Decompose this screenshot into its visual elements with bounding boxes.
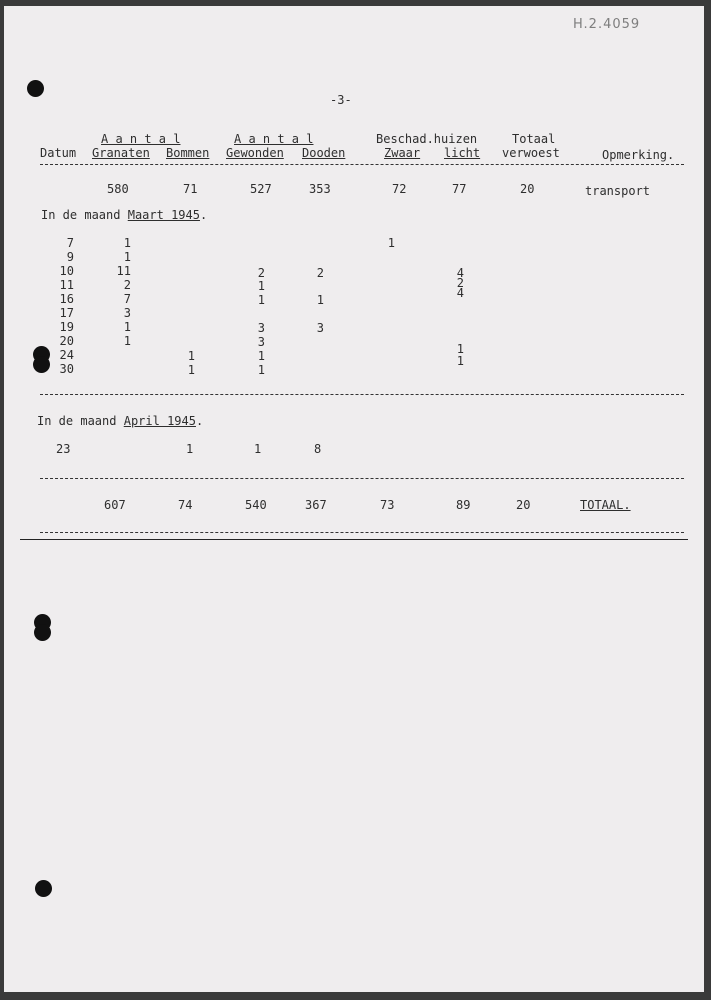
header-aantal-1: A a n t a l: [101, 132, 181, 146]
table-row-zwaar: 1: [387, 236, 395, 250]
punch-hole: [35, 880, 52, 897]
header-verwoest: verwoest: [502, 146, 560, 160]
maart-divider: [40, 394, 684, 395]
document-page: [4, 6, 704, 992]
table-row-granaten: 2: [123, 278, 131, 292]
table-row-datum: 7: [66, 236, 74, 250]
april-dooden: 8: [314, 442, 322, 456]
table-row-gewonden: 1: [257, 279, 265, 293]
total-dooden: 367: [305, 498, 327, 512]
april-heading: In de maand April 1945.: [37, 414, 204, 428]
table-row-gewonden: 1: [257, 349, 265, 363]
transport-licht: 77: [452, 182, 467, 196]
header-datum: Datum: [40, 146, 77, 160]
april-gewonden: 1: [254, 442, 262, 456]
table-row-gewonden: 2: [257, 266, 265, 280]
header-bommen: Bommen: [166, 146, 210, 160]
april-bommen: 1: [186, 442, 194, 456]
table-row-granaten: 1: [123, 320, 131, 334]
table-row-datum: 30: [59, 362, 74, 376]
punch-hole: [27, 80, 44, 97]
header-aantal-2: A a n t a l: [234, 132, 314, 146]
header-dooden: Dooden: [302, 146, 346, 160]
header-granaten: Granaten: [92, 146, 150, 160]
table-row-licht: 4: [456, 286, 464, 300]
table-row-datum: 11: [59, 278, 74, 292]
table-row-licht: 2: [456, 276, 464, 290]
transport-dooden: 353: [309, 182, 331, 196]
table-row-licht: 1: [456, 342, 464, 356]
header-zwaar: Zwaar: [384, 146, 421, 160]
table-row-datum: 10: [59, 264, 74, 278]
table-row-granaten: 1: [123, 334, 131, 348]
table-row-licht: 4: [456, 266, 464, 280]
header-licht: licht: [444, 146, 481, 160]
transport-granaten: 580: [107, 182, 129, 196]
table-row-datum: 24: [59, 348, 74, 362]
punch-hole: [33, 356, 50, 373]
punch-hole: [34, 624, 51, 641]
page-number: -3-: [330, 93, 352, 107]
table-row-datum: 17: [59, 306, 74, 320]
header-totaal: Totaal: [512, 132, 556, 146]
header-gewonden: Gewonden: [226, 146, 284, 160]
table-row-granaten: 11: [116, 264, 131, 278]
transport-verwoest: 20: [520, 182, 535, 196]
transport-zwaar: 72: [392, 182, 407, 196]
totals-divider-solid: [20, 539, 688, 540]
transport-label: transport: [585, 184, 651, 198]
total-granaten: 607: [104, 498, 126, 512]
table-row-licht: 1: [456, 354, 464, 368]
april-divider: [40, 478, 684, 479]
table-row-datum: 16: [59, 292, 74, 306]
totals-divider-dashed: [40, 532, 684, 533]
table-row-bommen: 1: [187, 363, 195, 377]
transport-bommen: 71: [183, 182, 198, 196]
table-row-dooden: 1: [316, 293, 324, 307]
header-divider: [40, 164, 684, 165]
total-label: TOTAAL.: [580, 498, 631, 512]
transport-gewonden: 527: [250, 182, 272, 196]
maart-heading: In de maand Maart 1945.: [41, 208, 208, 222]
table-row-dooden: 2: [316, 266, 324, 280]
reference-number: H.2.4059: [573, 17, 641, 32]
table-row-dooden: 3: [316, 321, 324, 335]
table-row-granaten: 1: [123, 250, 131, 264]
total-verwoest: 20: [516, 498, 531, 512]
table-row-granaten: 1: [123, 236, 131, 250]
table-row-granaten: 7: [123, 292, 131, 306]
header-opmerking: Opmerking.: [602, 148, 675, 162]
total-gewonden: 540: [245, 498, 267, 512]
table-row-gewonden: 3: [257, 335, 265, 349]
table-row-gewonden: 1: [257, 293, 265, 307]
table-row-gewonden: 3: [257, 321, 265, 335]
total-zwaar: 73: [380, 498, 395, 512]
total-bommen: 74: [178, 498, 193, 512]
header-beschad-huizen: Beschad.huizen: [376, 132, 478, 146]
table-row-datum: 20: [59, 334, 74, 348]
table-row-granaten: 3: [123, 306, 131, 320]
table-row-datum: 19: [59, 320, 74, 334]
table-row-gewonden: 1: [257, 363, 265, 377]
april-datum: 23: [56, 442, 71, 456]
total-licht: 89: [456, 498, 471, 512]
table-row-bommen: 1: [187, 349, 195, 363]
table-row-datum: 9: [66, 250, 74, 264]
